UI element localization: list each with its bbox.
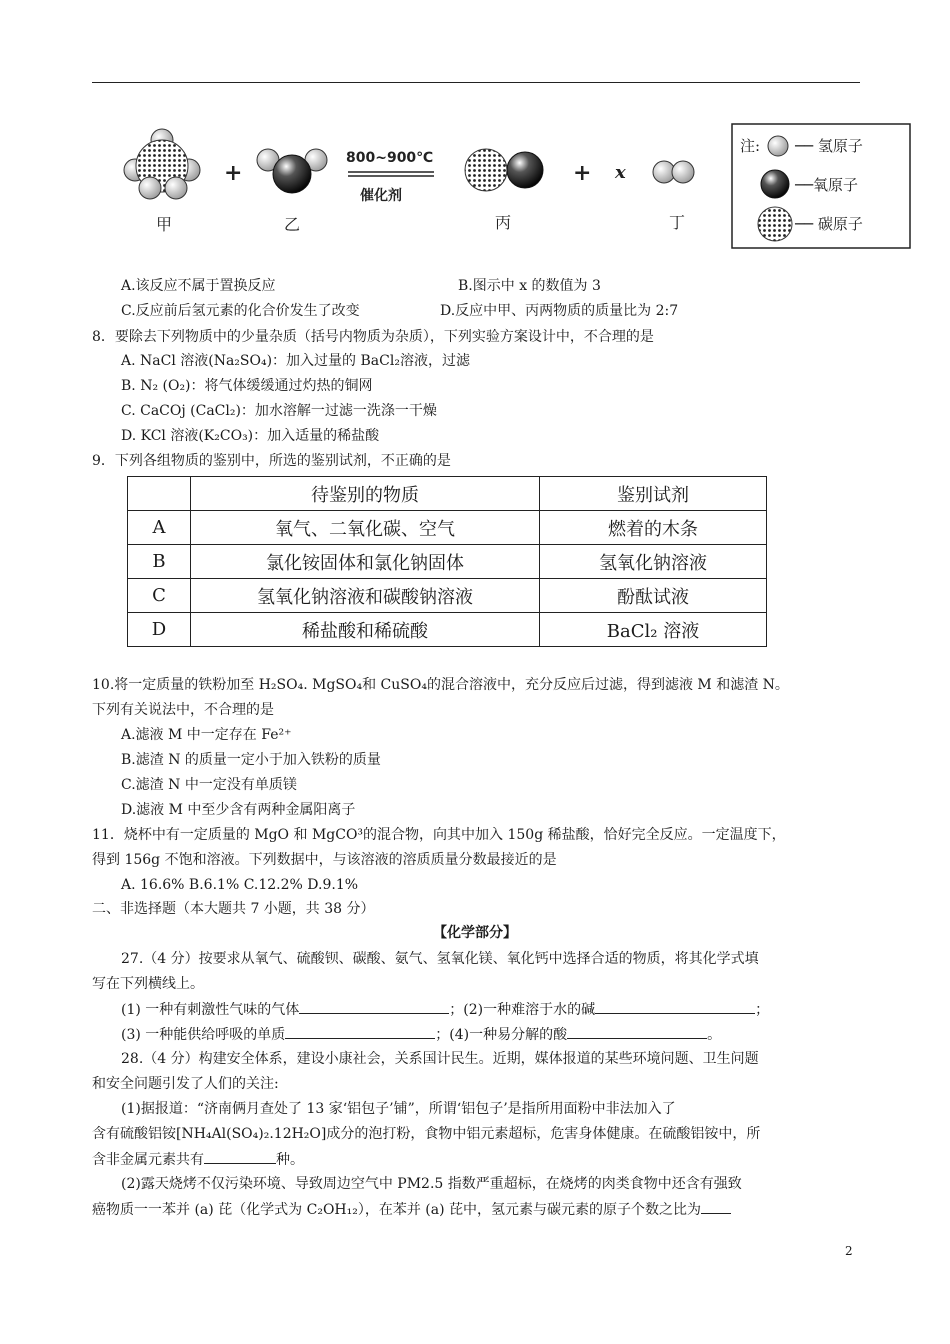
q9-table xyxy=(127,476,767,647)
svg-text:注:: 注: xyxy=(740,137,761,155)
q28-stem-line1: 28.（4 分）构建安全体系，建设小康社会，关系国计民生。近期，媒体报道的某些环境问题、卫生问题 xyxy=(121,1051,759,1067)
q7-option-a: A.该反应不属于置换反应 xyxy=(121,278,276,294)
q27-part-1: (1) 一种有刺激性气味的气体 xyxy=(121,1002,300,1018)
hydrogen-molecule xyxy=(653,161,694,183)
q28-sub2-line1: (2)露天烧烤不仅污染环境、导致周边空气中 PM2.5 指数严重超标，在烧烤的肉类食物中还含有强致 xyxy=(121,1176,742,1192)
answer-blank[interactable] xyxy=(285,1024,435,1039)
q10-option-b: B.滤渣 N 的质量一定小于加入铁粉的质量 xyxy=(121,752,381,768)
q7-option-b: B.图示中 x 的数值为 3 xyxy=(458,278,601,294)
q8-stem: 8．要除去下列物质中的少量杂质（括号内物质为杂质），下列实验方案设计中，不合理的是 xyxy=(92,329,654,345)
q9-stem: 9．下列各组物质的鉴别中，所选的鉴别试剂，不正确的是 xyxy=(92,453,451,469)
reaction-temperature: 800~900℃ xyxy=(346,150,434,166)
table-header-cell xyxy=(128,477,191,511)
table-cell: D xyxy=(128,613,191,647)
label-bing: 丙 xyxy=(495,213,512,232)
q28-stem-line2: 和安全问题引发了人们的关注: xyxy=(92,1076,279,1092)
q27-part-4: ；(4)一种易分解的酸 xyxy=(435,1027,568,1043)
q28-sub1-line3: 含非金属元素共有 种。 xyxy=(92,1149,304,1170)
legend-oxygen: ──氧原子 xyxy=(795,176,859,194)
reaction-catalyst: 催化剂 xyxy=(360,188,402,204)
table-cell: C xyxy=(128,579,191,613)
q10-option-c: C.滤渣 N 中一定没有单质镁 xyxy=(121,777,297,793)
q10-stem-line1: 10.将一定质量的铁粉加至 H₂SO₄. MgSO₄和 CuSO₄的混合溶液中，充分反应后过滤，得到滤液 M 和滤渣 N。 xyxy=(92,677,789,693)
table-header-cell: 待鉴别的物质 xyxy=(191,477,540,511)
q28-sub2-line2: 癌物质一一苯并 (a) 芘（化学式为 C₂OH₁₂），在苯并 (a) 芘中，氢元素与碳元素的原子个数之比为 xyxy=(92,1199,731,1220)
table-row xyxy=(128,579,767,613)
q11-stem-line2: 得到 156g 不饱和溶液。下列数据中，与该溶液的溶质质量分数最接近的是 xyxy=(92,852,557,868)
q8-option-a: A. NaCl 溶液(Na₂SO₄)：加入过量的 BaCl₂溶液，过滤 xyxy=(121,353,470,369)
table-cell: A xyxy=(128,511,191,545)
table-header-cell: 鉴别试剂 xyxy=(540,477,767,511)
methane-molecule xyxy=(124,129,200,199)
table-cell: 氢氧化钠溶液 xyxy=(540,545,767,579)
reaction-diagram xyxy=(112,118,912,258)
table-cell: 酚酞试液 xyxy=(540,579,767,613)
table-row xyxy=(128,613,767,647)
table-cell: 氧气、二氧化碳、空气 xyxy=(191,511,540,545)
q28-sub1-line2: 含有硫酸铝铵[NH₄Al(SO₄)₂.12H₂O]成分的泡打粉，食物中铝元素超标，危害身体健康。在硫酸铝铵中，所 xyxy=(92,1126,761,1142)
header-rule xyxy=(92,82,860,83)
section-two-heading: 二、非选择题（本大题共 7 小题，共 38 分） xyxy=(92,901,375,917)
q28-sub1-line1: (1)据报道：“济南俩月查处了 13 家‘铝包子’铺”，所谓‘铝包子’是指所用面粉中非法加入了 xyxy=(121,1101,676,1117)
q27-line-1-2: (1) 一种有刺激性气味的气体 ；(2)一种难溶于水的碱 ； xyxy=(121,999,769,1020)
label-yi: 乙 xyxy=(284,215,301,234)
svg-text:+: + xyxy=(224,160,243,186)
table-cell: 燃着的木条 xyxy=(540,511,767,545)
q10-stem-line2: 下列有关说法中，不合理的是 xyxy=(92,702,274,718)
table-cell: 氯化铵固体和氯化钠固体 xyxy=(191,545,540,579)
q11-stem-line1: 11．烧杯中有一定质量的 MgO 和 MgCO³的混合物，向其中加入 150g 稀盐酸，恰好完全反应。一定温度下， xyxy=(92,827,786,843)
table-header-row xyxy=(128,477,767,511)
label-ding: 丁 xyxy=(669,213,686,232)
table-cell: 氢氧化钠溶液和碳酸钠溶液 xyxy=(191,579,540,613)
answer-blank[interactable] xyxy=(299,999,449,1014)
q10-option-a: A.滤液 M 中一定存在 Fe²⁺ xyxy=(121,727,292,743)
carbon-monoxide-molecule xyxy=(465,149,543,191)
label-jia: 甲 xyxy=(156,215,173,234)
table-cell: 稀盐酸和稀硫酸 xyxy=(191,613,540,647)
q27-stem-line2: 写在下列横线上。 xyxy=(92,976,204,992)
q7-option-c: C.反应前后氢元素的化合价发生了改变 xyxy=(121,303,360,319)
water-molecule xyxy=(257,149,327,193)
legend-carbon: ── 碳原子 xyxy=(795,215,863,233)
q8-option-b: B. N₂ (O₂)：将气体缓缓通过灼热的铜网 xyxy=(121,378,373,394)
table-row xyxy=(128,545,767,579)
answer-blank[interactable] xyxy=(567,1024,707,1039)
legend-hydrogen: ── 氢原子 xyxy=(795,137,863,155)
page-number: 2 xyxy=(845,1244,853,1258)
q7-option-d: D.反应中甲、丙两物质的质量比为 2:7 xyxy=(440,303,679,319)
answer-blank[interactable] xyxy=(701,1199,731,1214)
q27-stem-line1: 27.（4 分）按要求从氧气、硫酸钡、碳酸、氨气、氢氧化镁、氧化钙中选择合适的物质，将其化学式填 xyxy=(121,951,759,967)
x-coefficient: x xyxy=(615,162,626,183)
table-cell: BaCl₂ 溶液 xyxy=(540,613,767,647)
chemistry-part-title: 【化学部分】 xyxy=(433,925,517,941)
answer-blank[interactable] xyxy=(204,1149,276,1164)
q8-option-d: D. KCl 溶液(K₂CO₃)：加入适量的稀盐酸 xyxy=(121,428,380,444)
q27-line-3-4: (3) 一种能供给呼吸的单质 ；(4)一种易分解的酸 。 xyxy=(121,1024,721,1045)
q27-part-3: (3) 一种能供给呼吸的单质 xyxy=(121,1027,286,1043)
q27-part-2: ；(2)一种难溶于水的碱 xyxy=(449,1002,596,1018)
q11-options: A. 16.6% B.6.1% C.12.2% D.9.1% xyxy=(121,877,359,893)
q8-option-c: C. CaCOj (CaCl₂)：加水溶解一过滤一洗涤一干燥 xyxy=(121,403,437,419)
q10-option-d: D.滤液 M 中至少含有两种金属阳离子 xyxy=(121,802,356,818)
table-row xyxy=(128,511,767,545)
svg-text:+: + xyxy=(573,160,592,186)
table-cell: B xyxy=(128,545,191,579)
answer-blank[interactable] xyxy=(595,999,755,1014)
